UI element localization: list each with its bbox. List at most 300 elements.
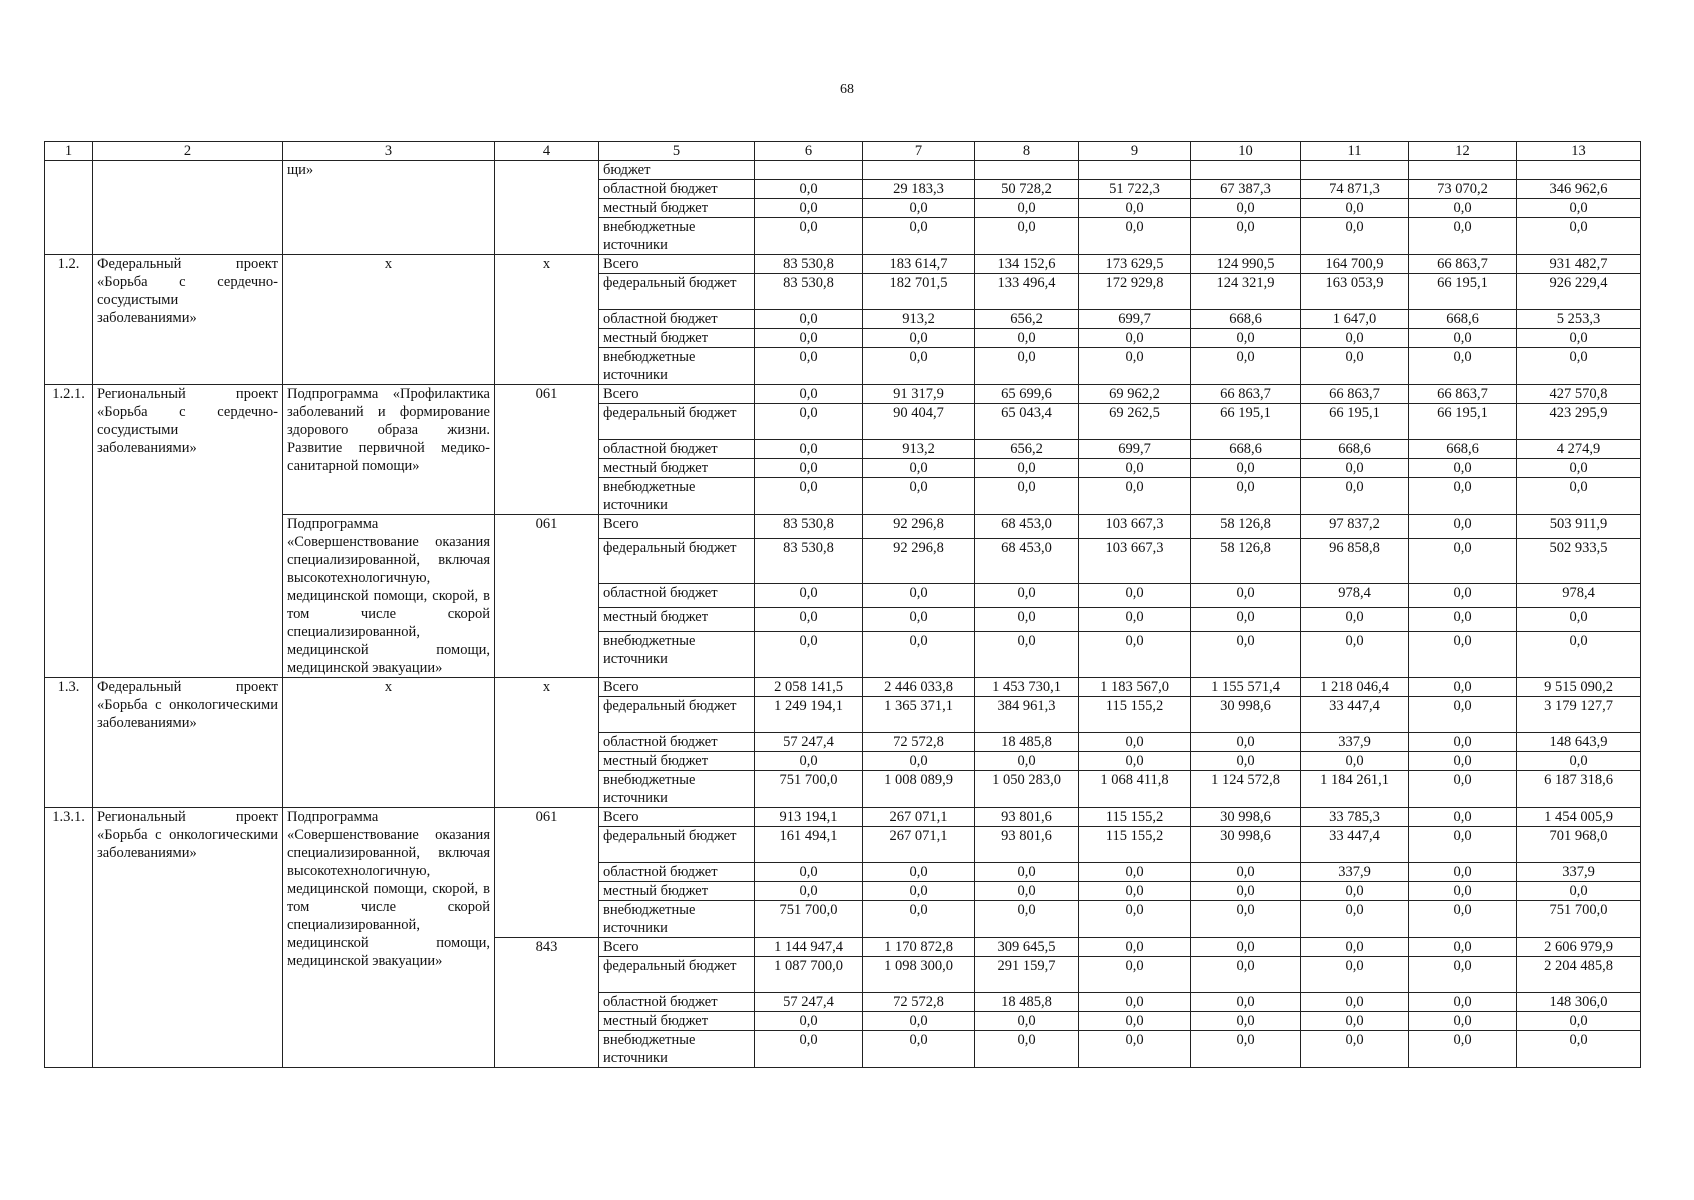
column-number-row xyxy=(45,142,1641,161)
amount-cell: 29 183,3 xyxy=(863,180,975,199)
amount-cell: 0,0 xyxy=(1079,199,1191,218)
funding-source: областной бюджет xyxy=(599,733,755,752)
amount-cell: 0,0 xyxy=(1191,957,1301,993)
section-number: 1.2.1. xyxy=(45,385,93,678)
amount-cell: 73 070,2 xyxy=(1409,180,1517,199)
amount-cell: 65 699,6 xyxy=(975,385,1079,404)
amount-cell: 0,0 xyxy=(1301,478,1409,515)
budget-code: 061 xyxy=(495,808,599,938)
amount-cell: 68 453,0 xyxy=(975,538,1079,583)
project-name: Федеральный проект «Борьба с сердечно-сосудистыми заболеваниями» xyxy=(93,255,283,385)
amount-cell: 0,0 xyxy=(863,218,975,255)
amount-cell: 0,0 xyxy=(1191,631,1301,677)
amount-cell: 182 701,5 xyxy=(863,274,975,310)
amount-cell: 0,0 xyxy=(975,631,1079,677)
amount-cell: 0,0 xyxy=(1301,348,1409,385)
funding-source: федеральный бюджет xyxy=(599,697,755,733)
amount-cell: 0,0 xyxy=(1191,863,1301,882)
funding-source: Всего xyxy=(599,678,755,697)
amount-cell: 0,0 xyxy=(755,180,863,199)
amount-cell: 74 871,3 xyxy=(1301,180,1409,199)
funding-source: Всего xyxy=(599,938,755,957)
amount-cell: 72 572,8 xyxy=(863,993,975,1012)
column-header: 13 xyxy=(1517,142,1641,161)
amount-cell: 0,0 xyxy=(975,752,1079,771)
column-header: 6 xyxy=(755,142,863,161)
amount-cell: 148 306,0 xyxy=(1517,993,1641,1012)
amount-cell: 0,0 xyxy=(975,218,1079,255)
amount-cell: 0,0 xyxy=(863,901,975,938)
column-header: 10 xyxy=(1191,142,1301,161)
amount-cell: 0,0 xyxy=(1409,199,1517,218)
amount-cell: 0,0 xyxy=(1191,752,1301,771)
amount-cell: 66 195,1 xyxy=(1301,404,1409,440)
amount-cell: 124 321,9 xyxy=(1191,274,1301,310)
amount-cell: 0,0 xyxy=(1079,459,1191,478)
subprogram-name: щи» xyxy=(283,161,495,255)
amount-cell: 0,0 xyxy=(1079,478,1191,515)
amount-cell: 0,0 xyxy=(1409,678,1517,697)
project-name: Федеральный проект «Борьба с онкологическими заболеваниями» xyxy=(93,678,283,808)
amount-cell: 0,0 xyxy=(1517,329,1641,348)
amount-cell: 1 170 872,8 xyxy=(863,938,975,957)
amount-cell: 124 990,5 xyxy=(1191,255,1301,274)
funding-source: внебюджетные источники xyxy=(599,631,755,677)
funding-source: федеральный бюджет xyxy=(599,274,755,310)
amount-cell: 30 998,6 xyxy=(1191,808,1301,827)
amount-cell: 668,6 xyxy=(1301,440,1409,459)
amount-cell: 0,0 xyxy=(1409,348,1517,385)
amount-cell: 2 446 033,8 xyxy=(863,678,975,697)
amount-cell: 66 863,7 xyxy=(1191,385,1301,404)
amount-cell: 0,0 xyxy=(1079,583,1191,607)
amount-cell: 0,0 xyxy=(755,631,863,677)
funding-source: Всего xyxy=(599,255,755,274)
amount-cell: 1 050 283,0 xyxy=(975,771,1079,808)
amount-cell: 33 447,4 xyxy=(1301,697,1409,733)
amount-cell: 0,0 xyxy=(755,459,863,478)
table-row xyxy=(45,515,1641,539)
amount-cell: 0,0 xyxy=(1517,478,1641,515)
amount-cell: 0,0 xyxy=(1191,882,1301,901)
amount-cell: 0,0 xyxy=(1301,329,1409,348)
amount-cell: 93 801,6 xyxy=(975,808,1079,827)
funding-source: федеральный бюджет xyxy=(599,957,755,993)
amount-cell: 66 863,7 xyxy=(1409,385,1517,404)
amount-cell: 97 837,2 xyxy=(1301,515,1409,539)
amount-cell: 30 998,6 xyxy=(1191,827,1301,863)
amount-cell: 0,0 xyxy=(1191,459,1301,478)
amount-cell: 656,2 xyxy=(975,440,1079,459)
amount-cell: 58 126,8 xyxy=(1191,538,1301,583)
amount-cell: 83 530,8 xyxy=(755,255,863,274)
amount-cell: 0,0 xyxy=(1301,882,1409,901)
column-header: 2 xyxy=(93,142,283,161)
amount-cell: 115 155,2 xyxy=(1079,697,1191,733)
section-number: 1.3.1. xyxy=(45,808,93,1068)
amount-cell: 0,0 xyxy=(1191,1031,1301,1068)
amount-cell: 163 053,9 xyxy=(1301,274,1409,310)
amount-cell: 0,0 xyxy=(1409,631,1517,677)
amount-cell: 0,0 xyxy=(1191,993,1301,1012)
amount-cell: 0,0 xyxy=(1301,1012,1409,1031)
amount-cell: 0,0 xyxy=(975,1031,1079,1068)
amount-cell: 0,0 xyxy=(755,218,863,255)
amount-cell: 0,0 xyxy=(1301,752,1409,771)
amount-cell: 309 645,5 xyxy=(975,938,1079,957)
amount-cell: 0,0 xyxy=(1079,901,1191,938)
column-header: 12 xyxy=(1409,142,1517,161)
amount-cell: 0,0 xyxy=(1079,863,1191,882)
amount-cell: 83 530,8 xyxy=(755,515,863,539)
funding-source: Всего xyxy=(599,515,755,539)
funding-source: внебюджетные источники xyxy=(599,1031,755,1068)
amount-cell: 0,0 xyxy=(1079,1031,1191,1068)
amount-cell: 4 274,9 xyxy=(1517,440,1641,459)
amount-cell: 93 801,6 xyxy=(975,827,1079,863)
amount-cell: 668,6 xyxy=(1409,310,1517,329)
amount-cell: 2 058 141,5 xyxy=(755,678,863,697)
amount-cell: 0,0 xyxy=(1517,1031,1641,1068)
amount-cell xyxy=(1409,161,1517,180)
amount-cell: 0,0 xyxy=(1409,607,1517,631)
amount-cell: 2 606 979,9 xyxy=(1517,938,1641,957)
amount-cell: 337,9 xyxy=(1301,733,1409,752)
amount-cell: 0,0 xyxy=(1191,938,1301,957)
amount-cell: 0,0 xyxy=(975,1012,1079,1031)
budget-code: 843 xyxy=(495,938,599,1068)
amount-cell: 18 485,8 xyxy=(975,733,1079,752)
amount-cell: 66 195,1 xyxy=(1191,404,1301,440)
amount-cell: 0,0 xyxy=(1517,459,1641,478)
funding-source: местный бюджет xyxy=(599,459,755,478)
funding-source: областной бюджет xyxy=(599,583,755,607)
column-header: 4 xyxy=(495,142,599,161)
amount-cell: 0,0 xyxy=(863,583,975,607)
amount-cell: 83 530,8 xyxy=(755,538,863,583)
amount-cell: 751 700,0 xyxy=(1517,901,1641,938)
amount-cell: 96 858,8 xyxy=(1301,538,1409,583)
amount-cell: 931 482,7 xyxy=(1517,255,1641,274)
amount-cell: 503 911,9 xyxy=(1517,515,1641,539)
column-header: 8 xyxy=(975,142,1079,161)
amount-cell: 0,0 xyxy=(863,863,975,882)
amount-cell: 172 929,8 xyxy=(1079,274,1191,310)
amount-cell: 0,0 xyxy=(1301,607,1409,631)
table-row xyxy=(45,678,1641,697)
amount-cell: 423 295,9 xyxy=(1517,404,1641,440)
amount-cell: 291 159,7 xyxy=(975,957,1079,993)
amount-cell: 9 515 090,2 xyxy=(1517,678,1641,697)
amount-cell: 69 962,2 xyxy=(1079,385,1191,404)
amount-cell: 0,0 xyxy=(863,199,975,218)
amount-cell: 134 152,6 xyxy=(975,255,1079,274)
amount-cell xyxy=(1517,161,1641,180)
amount-cell: 0,0 xyxy=(1079,957,1191,993)
amount-cell: 173 629,5 xyxy=(1079,255,1191,274)
amount-cell: 0,0 xyxy=(863,752,975,771)
amount-cell: 0,0 xyxy=(1079,938,1191,957)
budget-code: 061 xyxy=(495,385,599,515)
column-header: 9 xyxy=(1079,142,1191,161)
amount-cell: 0,0 xyxy=(975,329,1079,348)
amount-cell: 2 204 485,8 xyxy=(1517,957,1641,993)
amount-cell: 0,0 xyxy=(755,752,863,771)
column-header: 5 xyxy=(599,142,755,161)
amount-cell: 0,0 xyxy=(1409,752,1517,771)
amount-cell: 384 961,3 xyxy=(975,697,1079,733)
amount-cell: 161 494,1 xyxy=(755,827,863,863)
amount-cell: 18 485,8 xyxy=(975,993,1079,1012)
amount-cell: 0,0 xyxy=(975,901,1079,938)
amount-cell xyxy=(755,161,863,180)
table-body xyxy=(45,161,1641,1068)
amount-cell: 0,0 xyxy=(755,478,863,515)
amount-cell: 33 785,3 xyxy=(1301,808,1409,827)
table-row xyxy=(45,255,1641,274)
amount-cell: 1 098 300,0 xyxy=(863,957,975,993)
amount-cell: 0,0 xyxy=(1409,733,1517,752)
amount-cell: 115 155,2 xyxy=(1079,808,1191,827)
budget-code xyxy=(495,161,599,255)
subprogram-name: Подпрограмма «Совершенствование оказания специализированной, включая высокотехнологичную, медицинской помощи, скорой, в том числе скорой специализированной, медицинской помощи, медицинской эвакуации» xyxy=(283,515,495,678)
section-number: 1.2. xyxy=(45,255,93,385)
amount-cell: 92 296,8 xyxy=(863,515,975,539)
subprogram-name: Подпрограмма «Совершенствование оказания специализированной, включая высокотехнологичную, медицинской помощи, скорой, в том числе скорой специализированной, медицинской помощи, медицинской эвакуации» xyxy=(283,808,495,1068)
amount-cell: 427 570,8 xyxy=(1517,385,1641,404)
column-header: 7 xyxy=(863,142,975,161)
amount-cell: 0,0 xyxy=(755,310,863,329)
amount-cell: 0,0 xyxy=(1409,697,1517,733)
amount-cell: 0,0 xyxy=(755,385,863,404)
amount-cell: 0,0 xyxy=(1517,348,1641,385)
funding-source: внебюджетные источники xyxy=(599,348,755,385)
amount-cell: 267 071,1 xyxy=(863,808,975,827)
amount-cell: 66 863,7 xyxy=(1301,385,1409,404)
amount-cell: 0,0 xyxy=(1409,1012,1517,1031)
amount-cell: 926 229,4 xyxy=(1517,274,1641,310)
funding-source: федеральный бюджет xyxy=(599,404,755,440)
amount-cell: 0,0 xyxy=(975,348,1079,385)
amount-cell: 267 071,1 xyxy=(863,827,975,863)
amount-cell: 0,0 xyxy=(1079,733,1191,752)
amount-cell: 148 643,9 xyxy=(1517,733,1641,752)
amount-cell: 67 387,3 xyxy=(1191,180,1301,199)
amount-cell: 58 126,8 xyxy=(1191,515,1301,539)
funding-source: областной бюджет xyxy=(599,180,755,199)
amount-cell: 0,0 xyxy=(755,348,863,385)
amount-cell: 0,0 xyxy=(1409,863,1517,882)
amount-cell: 0,0 xyxy=(863,631,975,677)
amount-cell: 0,0 xyxy=(1079,1012,1191,1031)
column-header: 3 xyxy=(283,142,495,161)
funding-source: внебюджетные источники xyxy=(599,478,755,515)
table-row xyxy=(45,808,1641,827)
amount-cell: 0,0 xyxy=(975,882,1079,901)
amount-cell: 0,0 xyxy=(863,329,975,348)
amount-cell: 0,0 xyxy=(975,863,1079,882)
amount-cell xyxy=(863,161,975,180)
amount-cell: 0,0 xyxy=(1079,882,1191,901)
amount-cell: 701 968,0 xyxy=(1517,827,1641,863)
budget-code: x xyxy=(495,255,599,385)
amount-cell: 0,0 xyxy=(975,607,1079,631)
amount-cell: 1 365 371,1 xyxy=(863,697,975,733)
amount-cell: 50 728,2 xyxy=(975,180,1079,199)
amount-cell: 6 187 318,6 xyxy=(1517,771,1641,808)
funding-source: местный бюджет xyxy=(599,329,755,348)
amount-cell: 668,6 xyxy=(1191,310,1301,329)
amount-cell: 0,0 xyxy=(1301,199,1409,218)
column-header: 1 xyxy=(45,142,93,161)
amount-cell: 0,0 xyxy=(1409,1031,1517,1068)
amount-cell: 92 296,8 xyxy=(863,538,975,583)
amount-cell: 0,0 xyxy=(1409,808,1517,827)
amount-cell: 0,0 xyxy=(1409,938,1517,957)
section-number: 1.3. xyxy=(45,678,93,808)
amount-cell: 0,0 xyxy=(1409,218,1517,255)
amount-cell: 0,0 xyxy=(1409,957,1517,993)
amount-cell: 0,0 xyxy=(1517,218,1641,255)
amount-cell: 0,0 xyxy=(1191,348,1301,385)
amount-cell: 0,0 xyxy=(1079,218,1191,255)
amount-cell: 0,0 xyxy=(755,440,863,459)
page-number: 68 xyxy=(840,82,854,97)
table-row xyxy=(45,161,1641,180)
amount-cell: 0,0 xyxy=(1517,199,1641,218)
amount-cell: 90 404,7 xyxy=(863,404,975,440)
section-number xyxy=(45,161,93,255)
amount-cell: 0,0 xyxy=(1301,218,1409,255)
amount-cell: 0,0 xyxy=(1079,993,1191,1012)
funding-source: местный бюджет xyxy=(599,882,755,901)
funding-source: внебюджетные источники xyxy=(599,771,755,808)
amount-cell: 0,0 xyxy=(975,199,1079,218)
funding-source: областной бюджет xyxy=(599,310,755,329)
amount-cell: 72 572,8 xyxy=(863,733,975,752)
amount-cell: 913,2 xyxy=(863,440,975,459)
amount-cell: 0,0 xyxy=(1409,459,1517,478)
amount-cell: 0,0 xyxy=(863,607,975,631)
amount-cell: 57 247,4 xyxy=(755,733,863,752)
subprogram-name: Подпрограмма «Профилактика заболеваний и формирование здорового образа жизни. Развитие первичной медико-санитарной помощи» xyxy=(283,385,495,515)
amount-cell: 0,0 xyxy=(1517,631,1641,677)
amount-cell: 0,0 xyxy=(755,882,863,901)
budget-table xyxy=(44,141,1641,1068)
amount-cell: 65 043,4 xyxy=(975,404,1079,440)
amount-cell: 3 179 127,7 xyxy=(1517,697,1641,733)
amount-cell: 751 700,0 xyxy=(755,901,863,938)
amount-cell: 0,0 xyxy=(1191,218,1301,255)
amount-cell: 164 700,9 xyxy=(1301,255,1409,274)
amount-cell: 699,7 xyxy=(1079,310,1191,329)
amount-cell: 1 008 089,9 xyxy=(863,771,975,808)
amount-cell: 337,9 xyxy=(1301,863,1409,882)
amount-cell: 66 195,1 xyxy=(1409,404,1517,440)
amount-cell: 1 155 571,4 xyxy=(1191,678,1301,697)
amount-cell: 0,0 xyxy=(1409,583,1517,607)
amount-cell: 0,0 xyxy=(1409,478,1517,515)
funding-source: Всего xyxy=(599,385,755,404)
subprogram-name: x xyxy=(283,678,495,808)
amount-cell: 0,0 xyxy=(1301,459,1409,478)
amount-cell: 0,0 xyxy=(755,863,863,882)
amount-cell: 0,0 xyxy=(1191,478,1301,515)
amount-cell: 978,4 xyxy=(1517,583,1641,607)
amount-cell: 0,0 xyxy=(755,607,863,631)
amount-cell: 0,0 xyxy=(863,1012,975,1031)
amount-cell: 0,0 xyxy=(1191,329,1301,348)
amount-cell: 0,0 xyxy=(1517,607,1641,631)
funding-source: бюджет xyxy=(599,161,755,180)
funding-source: федеральный бюджет xyxy=(599,827,755,863)
budget-code: x xyxy=(495,678,599,808)
amount-cell: 1 184 261,1 xyxy=(1301,771,1409,808)
funding-source: Всего xyxy=(599,808,755,827)
amount-cell: 66 195,1 xyxy=(1409,274,1517,310)
amount-cell: 699,7 xyxy=(1079,440,1191,459)
amount-cell: 1 249 194,1 xyxy=(755,697,863,733)
amount-cell: 0,0 xyxy=(1409,827,1517,863)
amount-cell: 57 247,4 xyxy=(755,993,863,1012)
amount-cell: 0,0 xyxy=(1517,1012,1641,1031)
amount-cell: 51 722,3 xyxy=(1079,180,1191,199)
funding-source: местный бюджет xyxy=(599,199,755,218)
amount-cell: 33 447,4 xyxy=(1301,827,1409,863)
project-name xyxy=(93,161,283,255)
amount-cell: 183 614,7 xyxy=(863,255,975,274)
amount-cell: 0,0 xyxy=(863,348,975,385)
amount-cell: 133 496,4 xyxy=(975,274,1079,310)
amount-cell: 0,0 xyxy=(1191,199,1301,218)
subprogram-name: x xyxy=(283,255,495,385)
amount-cell: 0,0 xyxy=(1517,882,1641,901)
amount-cell: 0,0 xyxy=(1191,901,1301,938)
amount-cell: 0,0 xyxy=(1301,901,1409,938)
amount-cell: 0,0 xyxy=(863,459,975,478)
amount-cell: 0,0 xyxy=(755,199,863,218)
amount-cell: 0,0 xyxy=(1409,882,1517,901)
amount-cell: 0,0 xyxy=(1409,515,1517,539)
amount-cell: 1 454 005,9 xyxy=(1517,808,1641,827)
amount-cell: 0,0 xyxy=(1409,538,1517,583)
amount-cell: 0,0 xyxy=(1517,752,1641,771)
amount-cell: 0,0 xyxy=(1191,733,1301,752)
amount-cell: 0,0 xyxy=(863,882,975,901)
amount-cell: 103 667,3 xyxy=(1079,538,1191,583)
amount-cell: 69 262,5 xyxy=(1079,404,1191,440)
amount-cell: 0,0 xyxy=(1191,607,1301,631)
amount-cell: 1 087 700,0 xyxy=(755,957,863,993)
amount-cell: 0,0 xyxy=(975,478,1079,515)
amount-cell: 1 218 046,4 xyxy=(1301,678,1409,697)
amount-cell: 0,0 xyxy=(1301,1031,1409,1068)
amount-cell: 0,0 xyxy=(1191,583,1301,607)
amount-cell: 0,0 xyxy=(1191,1012,1301,1031)
amount-cell: 0,0 xyxy=(1079,752,1191,771)
amount-cell: 1 453 730,1 xyxy=(975,678,1079,697)
amount-cell: 1 124 572,8 xyxy=(1191,771,1301,808)
funding-source: областной бюджет xyxy=(599,440,755,459)
amount-cell: 0,0 xyxy=(1301,938,1409,957)
amount-cell: 0,0 xyxy=(755,329,863,348)
amount-cell: 337,9 xyxy=(1517,863,1641,882)
funding-source: областной бюджет xyxy=(599,863,755,882)
amount-cell: 66 863,7 xyxy=(1409,255,1517,274)
amount-cell: 1 183 567,0 xyxy=(1079,678,1191,697)
amount-cell xyxy=(975,161,1079,180)
amount-cell: 0,0 xyxy=(755,404,863,440)
